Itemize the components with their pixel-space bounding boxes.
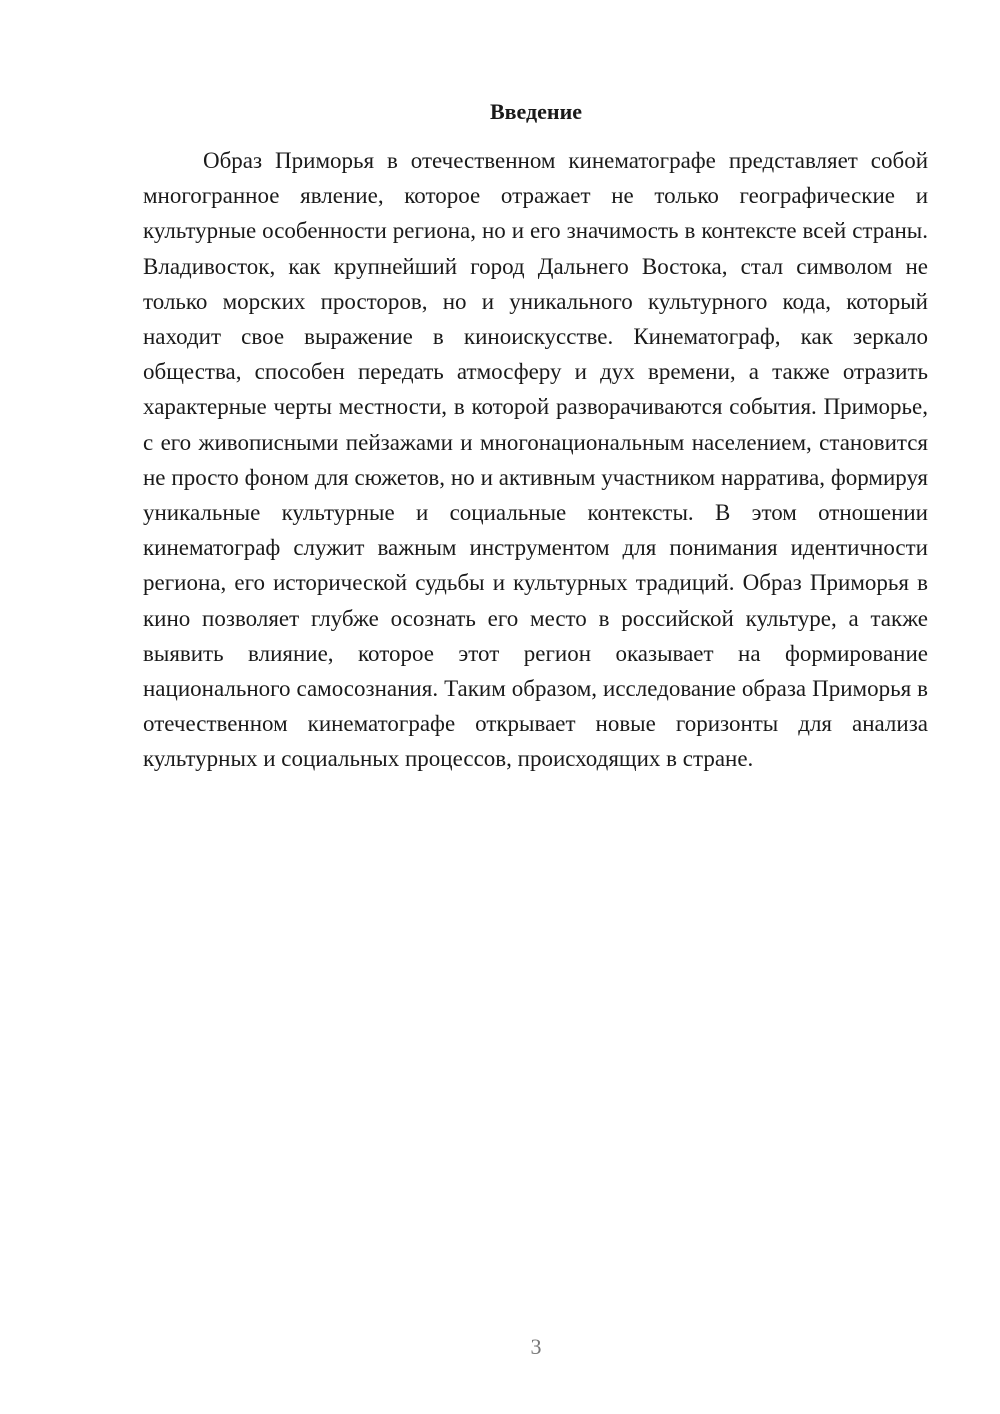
- section-heading: Введение: [489, 99, 583, 124]
- body-paragraph: Образ Приморья в отечественном кинематографе представляет собой многогранное явление, которое отражает не только географические и культурные особенности региона, но и его значимость в контексте всей страны. Владивосток, как крупнейший город Дальнего Востока, стал символом не только морских просторов, но и уникального культурного кода, который находит свое выражение в киноискусстве. Кинематограф, как зеркало общества, способен передать атмосферу и дух времени, а также отразить характерные черты местности, в которой разворачиваются события. Приморье, с его живописными пейзажами и многонациональным населением, становится не просто фоном для сюжетов, но и активным участником нарратива, формируя уникальные культурные и социальные контексты. В этом отношении кинематограф служит важным инструментом для понимания идентичности региона, его исторической судьбы и культурных традиций. Образ Приморья в кино позволяет глубже осознать его место в российской культуре, а также выявить влияние, которое этот регион оказывает на формирование национального самосознания. Таким образом, исследование образа Приморья в отечественном кинематографе открывает новые горизонты для анализа культурных и социальных процессов, происходящих в стране.: [143, 148, 928, 772]
- page-number: 3: [530, 1334, 542, 1359]
